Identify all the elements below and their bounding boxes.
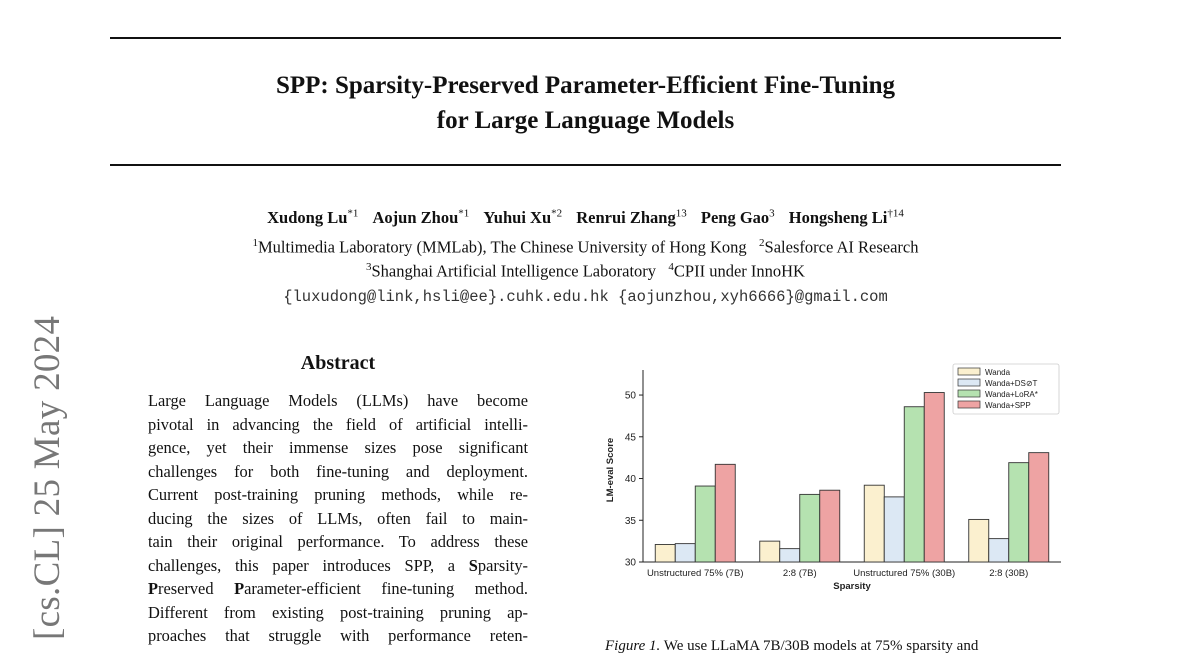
legend-entry: Wanda+SPP [985,401,1031,410]
bar-wanda-lora- [1009,463,1029,562]
x-tick-label: 2:8 (30B) [989,568,1029,579]
bar-wanda [864,485,884,562]
abstract-line: gence, yet their immense sizes pose significant [148,438,528,457]
y-tick-label: 30 [624,557,636,569]
legend-entry: Wanda [985,368,1011,377]
chart-legend [953,364,1059,414]
chart-bars [655,393,1049,562]
bar-wanda [655,544,675,562]
legend-entry: Wanda+DS⊘T [985,379,1038,388]
paper-title [110,68,1061,138]
abstract-line: proaches that struggle with performance reten- [148,626,528,645]
bar-wanda-lora- [800,494,820,562]
author: Renrui Zhang$^{13}$ [576,207,687,227]
x-tick-label: Unstructured 75% (30B) [853,568,956,579]
affiliations-line-1: $^1$Multimedia Laboratory (MMLab), The Chinese University of Hong Kong $^2$Salesforce AI Research [252,237,919,257]
bar-wanda-lora- [695,486,715,562]
author: Peng Gao$^3$ [700,207,775,227]
bar-wanda-spp [1029,453,1049,562]
bottom-rule [110,164,1061,166]
bar-wanda-lora- [904,407,924,562]
bar-wanda-ds-t [884,497,904,562]
title-line-2: for Large Language Models [436,107,735,134]
y-tick-label: 40 [624,474,636,486]
bar-wanda-ds-t [780,549,800,562]
y-tick-label: 50 [624,390,636,402]
author-emails: {luxudong@link,hsli@ee}.cuhk.edu.hk {aojunzhou,xyh6666}@gmail.com [283,288,888,306]
x-axis-label: Sparsity [833,581,871,592]
legend-swatch [958,379,980,386]
author-list [110,207,1061,228]
y-tick-label: 45 [624,432,636,444]
y-tick-label: 35 [624,515,636,527]
x-tick-label: Unstructured 75% (7B) [646,568,744,579]
abstract-line: Different from existing post-training pruning ap- [148,602,528,622]
bar-wanda-spp [820,490,840,562]
abstract-line: Preserved Parameter-efficient fine-tuning method. [148,579,528,598]
arxiv-side-label: [cs.CL] 25 May 2024 [27,315,68,640]
abstract-heading: Abstract [300,352,376,374]
author: Xudong Lu$^{*1}$ [267,207,359,227]
legend-entry: Wanda+LoRA* [985,390,1038,399]
title-line-1: SPP: Sparsity-Preserved Parameter-Efficient Fine-Tuning [275,72,896,99]
abstract-line: challenges for both fine-tuning and deployment. [148,461,528,481]
abstract-line: Large Language Models (LLMs) have become [148,391,528,410]
abstract-line: ducing the sizes of LLMs, often fail to main- [148,508,528,528]
bar-wanda-spp [924,393,944,562]
abstract-line: pivotal in advancing the field of artificial intelli- [148,414,528,434]
bar-wanda-ds-t [989,539,1009,562]
top-rule [110,37,1061,39]
author: Hongsheng Li$^{\dagger 14}$ [788,207,904,227]
bar-wanda [760,541,780,562]
y-axis-label: LM-eval Score [605,437,616,503]
bar-wanda-ds-t [675,544,695,562]
bar-wanda [969,519,989,562]
legend-swatch [958,390,980,397]
x-tick-label: 2:8 (7B) [782,568,817,579]
abstract-line: tain their original performance. To address these [148,532,528,551]
bar-wanda-spp [715,464,735,562]
author: Aojun Zhou$^{*1}$ [372,207,470,227]
author: Yuhui Xu$^{*2}$ [483,207,563,227]
lm-eval-bar-chart [595,360,1075,605]
affiliations-line-2: $^3$Shanghai Artificial Intelligence Laboratory $^4$CPII under InnoHK [366,261,805,281]
abstract-line: challenges, this paper introduces SPP, a Sparsity- [148,555,528,575]
abstract-line: Current post-training pruning methods, while re- [148,485,528,504]
figure-caption: Figure 1. We use LLaMA 7B/30B models at 75% sparsity and [605,638,979,654]
legend-swatch [958,401,980,408]
legend-swatch [958,368,980,375]
